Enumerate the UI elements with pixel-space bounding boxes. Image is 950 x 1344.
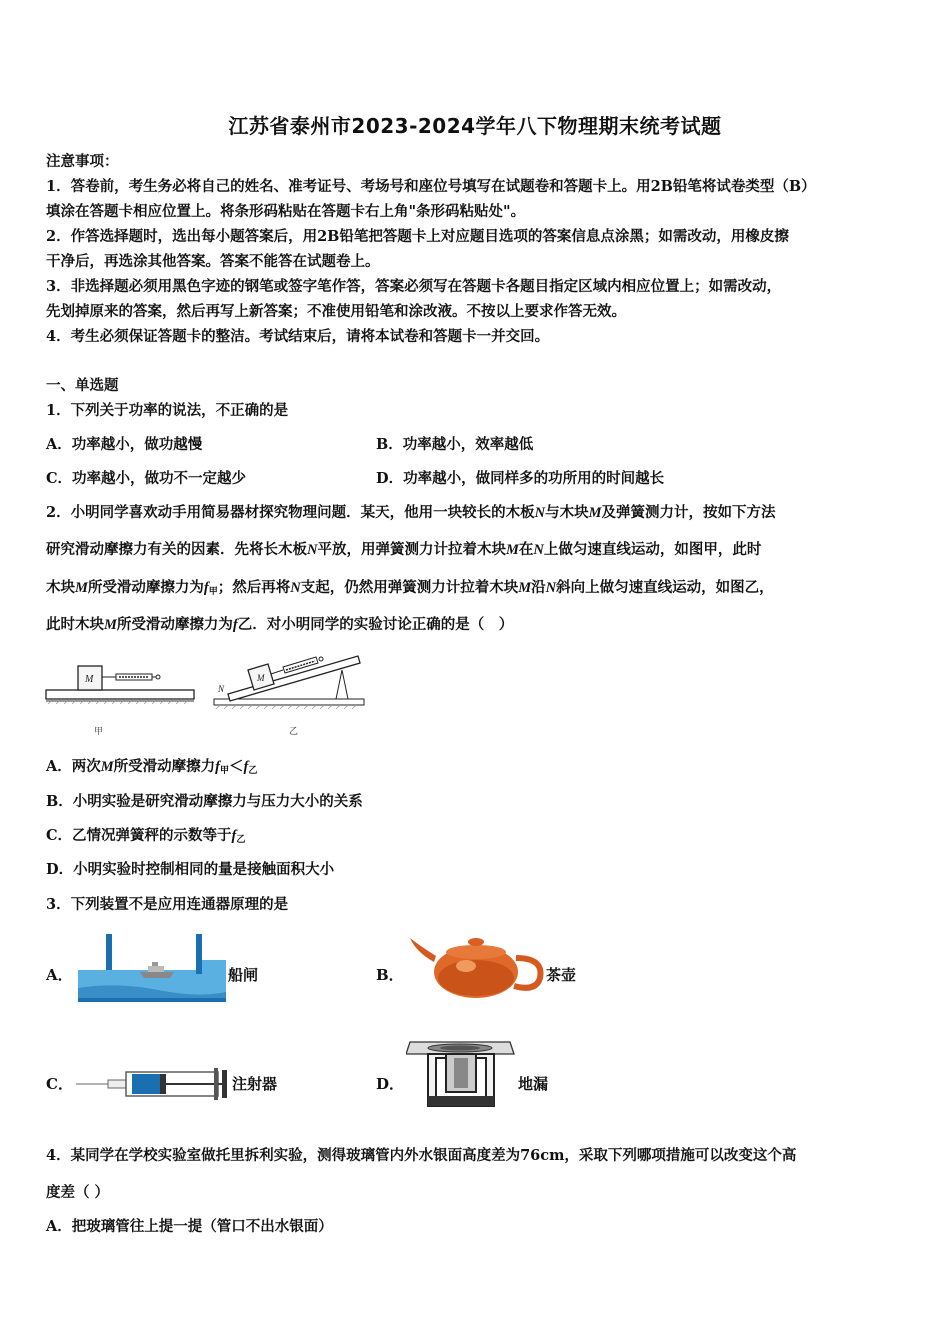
q3-option-a-label[interactable]: A．	[46, 966, 73, 984]
q2-stem-line: 2．小明同学喜欢动手用简易器材探究物理问题．某天，他用一块较长的木板N与木块M及弹簧测力计，按如下方法	[46, 504, 776, 521]
q1-option-d[interactable]: D．功率越小，做同样多的功所用的时间越长	[376, 470, 665, 487]
q3-stem: 3．下列装置不是应用连通器原理的是	[46, 896, 289, 913]
svg-text:M: M	[85, 674, 94, 685]
q1-stem: 1．下列关于功率的说法，不正确的是	[46, 402, 289, 419]
q4-stem-line: 4．某同学在学校实验室做托里拆利实验，测得玻璃管内外水银面高度差为76cm，采取下列哪项措施可以改变这个高	[46, 1147, 797, 1164]
q2-option-d[interactable]: D．小明实验时控制相同的量是接触面积大小	[46, 861, 335, 878]
teapot-image	[406, 922, 548, 1002]
q2-stem-line: 此时木块M所受滑动摩擦力为f乙．对小明同学的实验讨论正确的是（ ）	[46, 616, 514, 633]
fig-label-jia: 甲	[94, 727, 104, 737]
notes-line: 1．答卷前，考生务必将自己的姓名、准考证号、考场号和座位号填写在试题卷和答题卡上。用2B铅笔将试卷类型（B）	[46, 178, 816, 195]
q2-stem-line: 木块M所受滑动摩擦力为$f_甲$；然后再将N支起，仍然用弹簧测力计拉着木块M沿N斜向上做匀速直线运动，如图乙，	[46, 579, 774, 597]
notes-line: 填涂在答题卡相应位置上。将条形码粘贴在答题卡右上角"条形码粘贴处"。	[46, 203, 526, 220]
fig-label-yi: 乙	[289, 727, 299, 737]
figure-yi	[214, 656, 364, 737]
svg-text:M: M	[257, 673, 265, 683]
q3-option-d-label[interactable]: D．	[376, 1075, 405, 1093]
q1-option-b[interactable]: B．功率越小，效率越低	[376, 436, 534, 453]
notes-line: 3．非选择题必须用黑色字迹的钢笔或签字笔作答，答案必须写在答题卡各题目指定区域内相应位置上；如需改动，	[46, 278, 782, 295]
figure-jia	[46, 666, 194, 737]
page-title: 江苏省泰州市2023-2024学年八下物理期末统考试题	[228, 114, 722, 138]
q3-option-b-label[interactable]: B．	[376, 966, 404, 984]
q1-option-a[interactable]: A．功率越小，做功越慢	[46, 436, 203, 453]
svg-text:N: N	[218, 684, 225, 694]
q3-option-b-caption: 茶壶	[546, 966, 577, 984]
q1-option-c[interactable]: C．功率越小，做功不一定越少	[46, 470, 247, 487]
floor-drain-image	[406, 1036, 516, 1110]
q4-stem-line: 度差（ ）	[46, 1184, 110, 1201]
q2-stem-line: 研究滑动摩擦力有关的因素．先将长木板N平放，用弹簧测力计拉着木块M在N上做匀速直线运动，如图甲，此时	[46, 541, 762, 558]
q3-option-d-caption: 地漏	[518, 1075, 549, 1093]
q4-option-a[interactable]: A．把玻璃管往上提一提（管口不出水银面）	[46, 1218, 333, 1235]
q3-option-a-caption: 船闸	[228, 966, 259, 984]
q3-option-c-label[interactable]: C．	[46, 1075, 73, 1093]
q2-option-c[interactable]: C．乙情况弹簧秤的示数等于$f_乙$	[46, 827, 246, 845]
syringe-image	[74, 1062, 230, 1106]
notes-heading: 注意事项：	[46, 153, 119, 170]
notes-line: 先划掉原来的答案，然后再写上新答案；不准使用铅笔和涂改液。不按以上要求作答无效。	[46, 303, 626, 320]
notes-line: 2．作答选择题时，选出每小题答案后，用2B铅笔把答题卡上对应题目选项的答案信息点涂黑；如需改动，用橡皮擦	[46, 228, 789, 245]
ship-lock-image	[78, 930, 226, 1002]
q3-option-c-caption: 注射器	[232, 1075, 278, 1093]
q2-option-b[interactable]: B．小明实验是研究滑动摩擦力与压力大小的关系	[46, 793, 363, 810]
q2-friction-figure	[44, 648, 374, 738]
notes-line: 干净后，再选涂其他答案。答案不能答在试题卷上。	[46, 253, 380, 270]
notes-line: 4．考生必须保证答题卡的整洁。考试结束后，请将本试卷和答题卡一并交回。	[46, 328, 550, 345]
q2-option-a[interactable]: A．两次M所受滑动摩擦力$f_甲<f_乙$	[46, 758, 258, 776]
section-heading: 一、单选题	[46, 377, 119, 394]
